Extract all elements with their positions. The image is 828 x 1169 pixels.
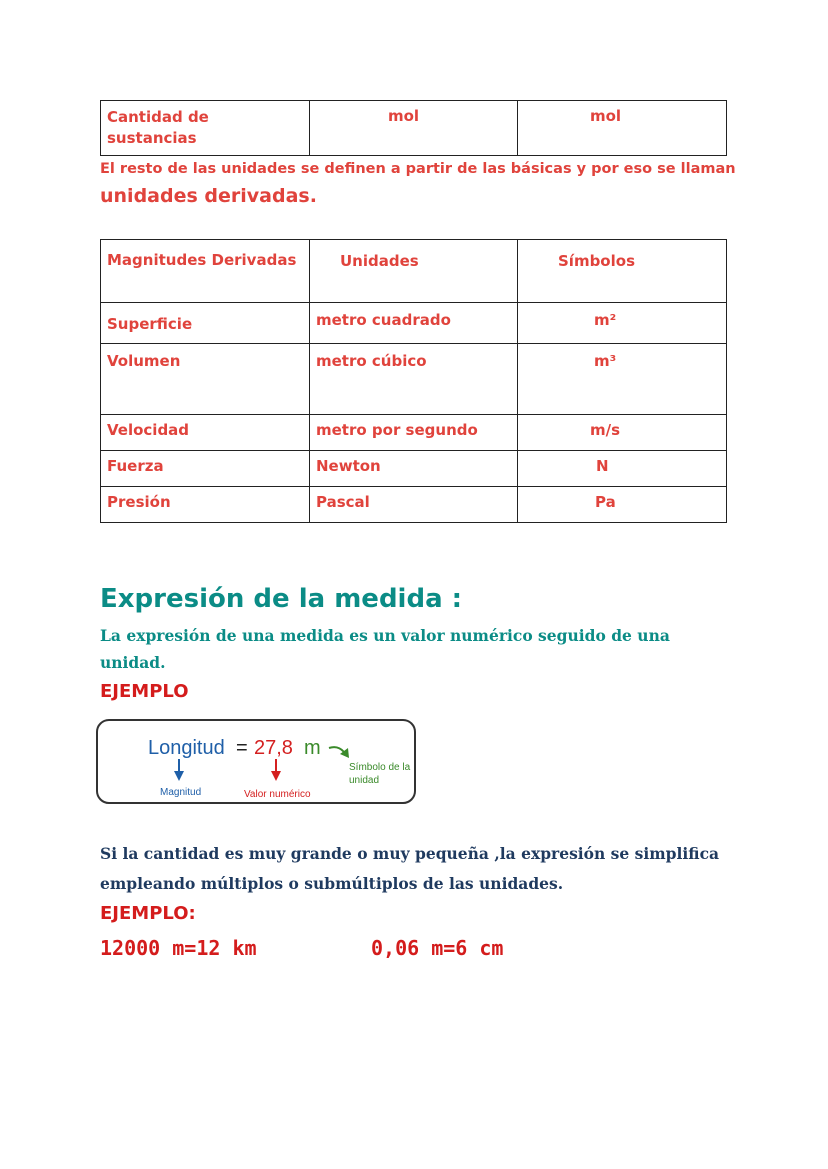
symbol-cell: Pa (518, 487, 727, 523)
measure-diagram (98, 721, 418, 806)
header-unit: Unidades (310, 240, 518, 303)
arrow-down-icon (174, 759, 184, 781)
simplify-paragraph: Si la cantidad es muy grande o muy pequeña ,la expresión se simplifica empleando múltiplos o submúltiplos de las unidades. (100, 844, 720, 893)
table-row (101, 487, 727, 523)
magnitude-cell: Fuerza (101, 451, 310, 487)
figure-label-magnitude: Magnitud (160, 787, 202, 798)
symbol-cell: N (518, 451, 727, 487)
symbol-cell: m² (518, 303, 727, 344)
symbol-cell: m/s (518, 415, 727, 451)
conversion-example-1: 12000 m=12 km (100, 936, 257, 960)
magnitude-cell: Superficie (101, 303, 310, 344)
table-row (101, 101, 727, 156)
table-row (101, 415, 727, 451)
figure-equals: = (236, 737, 248, 759)
unit-cell: metro cuadrado (310, 303, 518, 344)
conversion-example-2: 0,06 m=6 cm (371, 936, 504, 960)
figure-label-symbol-line1: Símbolo de la (349, 762, 411, 773)
symbol-cell: mol (518, 101, 727, 156)
figure-label-value: Valor numérico (244, 789, 311, 800)
derived-note-text: El resto de las unidades se definen a partir de las básicas y por eso se llaman (100, 161, 736, 177)
example-label: EJEMPLO (100, 681, 189, 702)
magnitude-cell: Velocidad (101, 415, 310, 451)
figure-magnitude: Longitud (148, 737, 225, 759)
header-symbol: Símbolos (518, 240, 727, 303)
arrow-down-icon (271, 759, 281, 781)
figure-label-symbol-line2: unidad (349, 775, 380, 786)
measure-example-figure (96, 719, 416, 804)
figure-unit: m (304, 737, 321, 759)
table-row (101, 303, 727, 344)
example-label-2: EJEMPLO: (100, 903, 196, 924)
section-intro: La expresión de una medida es un valor numérico seguido de una unidad. (100, 626, 670, 672)
table-header-row (101, 240, 727, 303)
header-magnitude: Magnitudes Derivadas (101, 240, 310, 303)
derived-units-table (100, 239, 727, 523)
arrow-right-icon (329, 747, 349, 758)
figure-value: 27,8 (254, 737, 293, 759)
table-row (101, 344, 727, 415)
derived-note-emphasis: unidades derivadas. (100, 185, 317, 207)
basic-units-table (100, 100, 727, 156)
unit-cell: Pascal (310, 487, 518, 523)
unit-cell: metro por segundo (310, 415, 518, 451)
magnitude-cell: Volumen (101, 344, 310, 415)
unit-cell: mol (310, 101, 518, 156)
unit-cell: metro cúbico (310, 344, 518, 415)
unit-cell: Newton (310, 451, 518, 487)
derived-units-note (100, 156, 740, 212)
magnitude-cell: Cantidad de sustancias (101, 101, 310, 156)
table-row (101, 451, 727, 487)
symbol-cell: m³ (518, 344, 727, 415)
magnitude-cell: Presión (101, 487, 310, 523)
section-title: Expresión de la medida : (100, 584, 463, 614)
